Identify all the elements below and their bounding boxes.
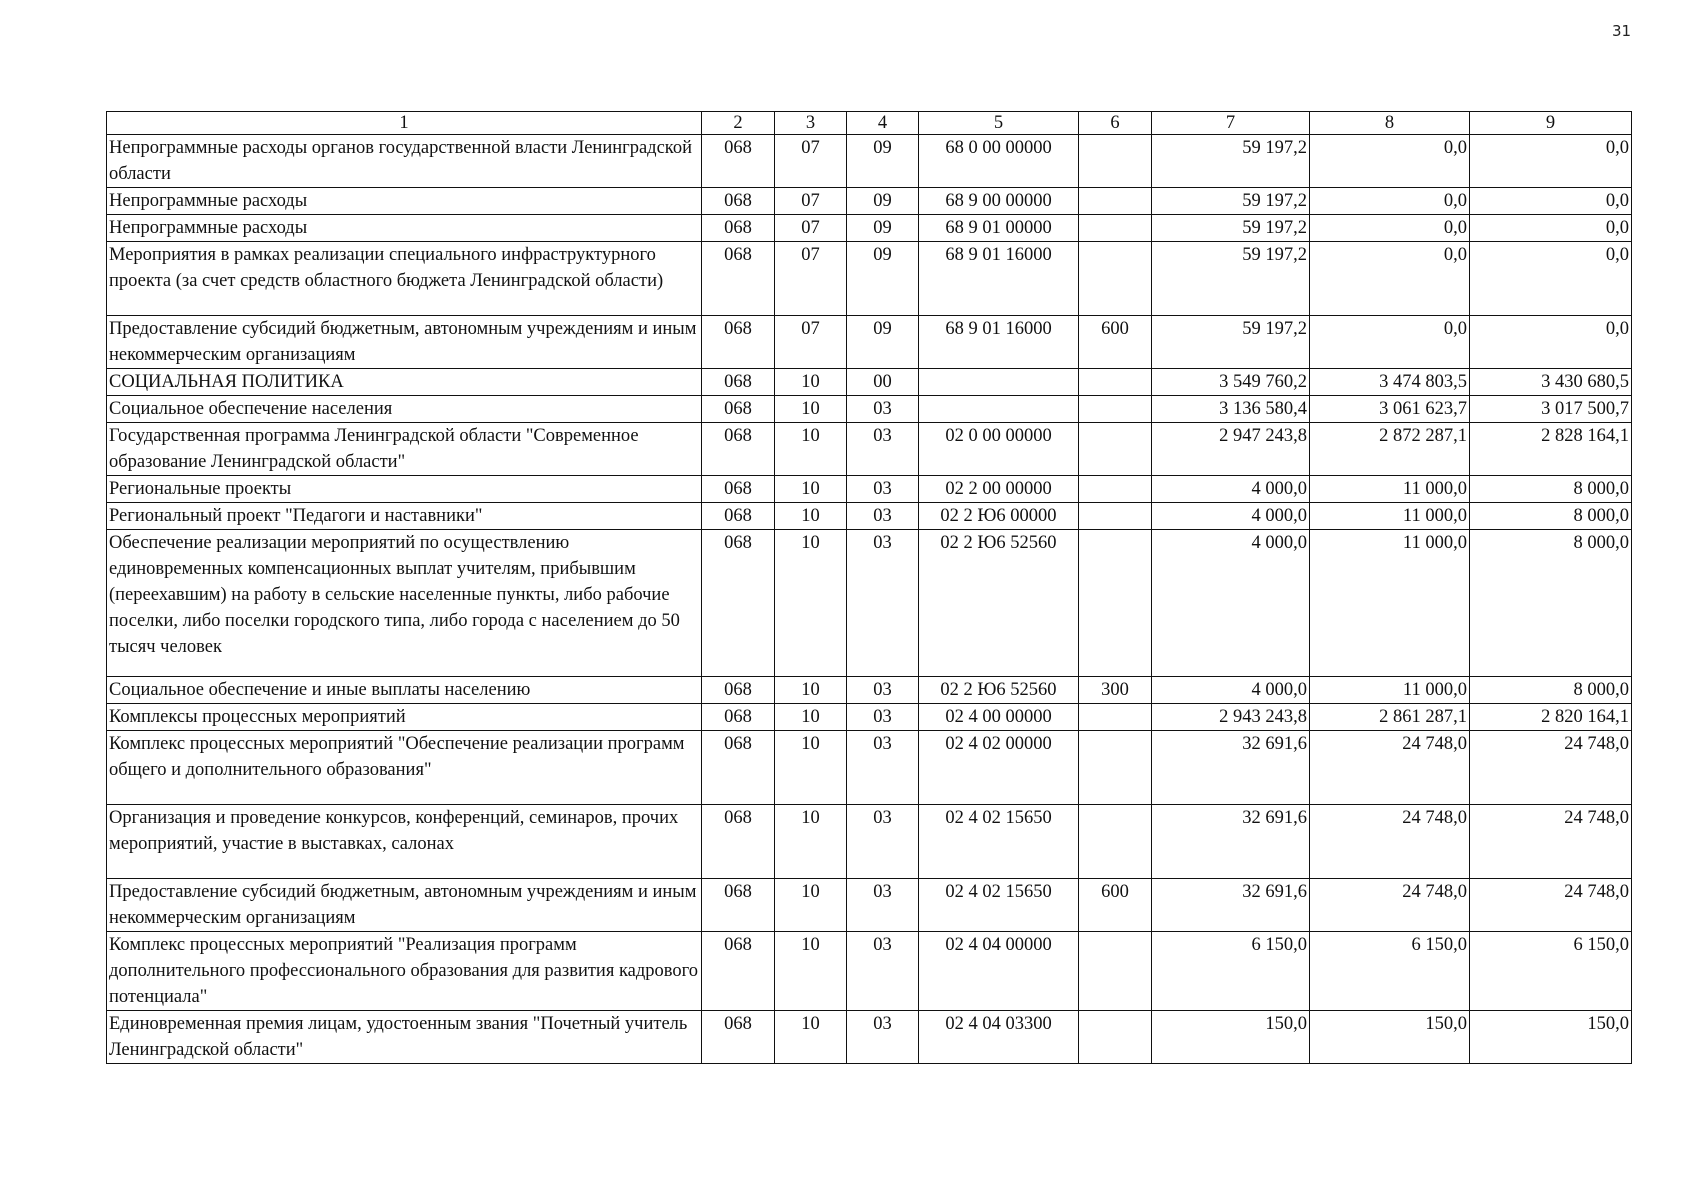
cell-col-4: 03: [847, 677, 919, 704]
cell-col-8: 11 000,0: [1310, 677, 1470, 704]
cell-col-4: 03: [847, 396, 919, 423]
cell-col-7: 4 000,0: [1152, 503, 1310, 530]
budget-table: [106, 111, 1632, 1064]
row-name: СОЦИАЛЬНАЯ ПОЛИТИКА: [107, 369, 702, 396]
table-row: [107, 879, 1632, 932]
cell-col-2: 068: [702, 369, 775, 396]
cell-col-6: [1079, 215, 1152, 242]
table-row: [107, 503, 1632, 530]
cell-col-9: 0,0: [1470, 316, 1632, 369]
cell-col-3: 10: [775, 396, 847, 423]
cell-col-3: 07: [775, 316, 847, 369]
cell-col-4: 03: [847, 805, 919, 879]
page-number: 31: [1612, 22, 1632, 40]
row-name: Непрограммные расходы: [107, 215, 702, 242]
cell-col-4: 03: [847, 530, 919, 677]
table-body: [107, 135, 1632, 1064]
cell-col-9: 24 748,0: [1470, 731, 1632, 805]
cell-col-8: 2 861 287,1: [1310, 704, 1470, 731]
cell-col-6: [1079, 476, 1152, 503]
cell-col-8: 6 150,0: [1310, 932, 1470, 1011]
cell-col-9: 0,0: [1470, 242, 1632, 316]
table-row: [107, 731, 1632, 805]
cell-col-9: 0,0: [1470, 135, 1632, 188]
table-row: [107, 476, 1632, 503]
cell-col-4: 03: [847, 503, 919, 530]
table-row: [107, 396, 1632, 423]
table-row: [107, 704, 1632, 731]
cell-col-3: 10: [775, 677, 847, 704]
cell-col-5: 68 9 00 00000: [919, 188, 1079, 215]
column-header: 8: [1310, 112, 1470, 135]
cell-col-5: 02 2 Ю6 52560: [919, 677, 1079, 704]
cell-col-9: 24 748,0: [1470, 879, 1632, 932]
cell-col-7: 4 000,0: [1152, 677, 1310, 704]
table-row: [107, 677, 1632, 704]
cell-col-6: [1079, 530, 1152, 677]
cell-col-5: 68 9 01 16000: [919, 316, 1079, 369]
cell-col-9: 2 820 164,1: [1470, 704, 1632, 731]
cell-col-6: [1079, 242, 1152, 316]
cell-col-9: 6 150,0: [1470, 932, 1632, 1011]
cell-col-5: 02 0 00 00000: [919, 423, 1079, 476]
cell-col-5: 02 2 00 00000: [919, 476, 1079, 503]
table-row: [107, 423, 1632, 476]
cell-col-6: [1079, 932, 1152, 1011]
cell-col-2: 068: [702, 677, 775, 704]
cell-col-7: 6 150,0: [1152, 932, 1310, 1011]
cell-col-7: 4 000,0: [1152, 530, 1310, 677]
cell-col-4: 03: [847, 879, 919, 932]
row-name: Предоставление субсидий бюджетным, автономным учреждениям и иным некоммерческим организациям: [107, 879, 702, 932]
cell-col-7: 3 549 760,2: [1152, 369, 1310, 396]
table-row: [107, 135, 1632, 188]
cell-col-7: 59 197,2: [1152, 135, 1310, 188]
cell-col-3: 10: [775, 731, 847, 805]
cell-col-3: 10: [775, 369, 847, 396]
table-row: [107, 369, 1632, 396]
table-row: [107, 316, 1632, 369]
cell-col-2: 068: [702, 731, 775, 805]
cell-col-6: [1079, 423, 1152, 476]
cell-col-9: 8 000,0: [1470, 530, 1632, 677]
cell-col-8: 2 872 287,1: [1310, 423, 1470, 476]
table-row: [107, 242, 1632, 316]
column-header: 2: [702, 112, 775, 135]
table-row: [107, 805, 1632, 879]
cell-col-3: 10: [775, 879, 847, 932]
cell-col-2: 068: [702, 805, 775, 879]
cell-col-7: 59 197,2: [1152, 215, 1310, 242]
cell-col-6: 600: [1079, 879, 1152, 932]
cell-col-2: 068: [702, 530, 775, 677]
cell-col-4: 03: [847, 1011, 919, 1064]
cell-col-6: [1079, 503, 1152, 530]
cell-col-2: 068: [702, 135, 775, 188]
cell-col-4: 03: [847, 423, 919, 476]
row-name: Государственная программа Ленинградской области "Современное образование Ленинградской области": [107, 423, 702, 476]
cell-col-8: 0,0: [1310, 135, 1470, 188]
row-name: Комплексы процессных мероприятий: [107, 704, 702, 731]
column-header: 4: [847, 112, 919, 135]
cell-col-9: 8 000,0: [1470, 503, 1632, 530]
cell-col-4: 03: [847, 476, 919, 503]
header-row: [107, 112, 1632, 135]
cell-col-3: 10: [775, 423, 847, 476]
cell-col-8: 0,0: [1310, 215, 1470, 242]
row-name: Обеспечение реализации мероприятий по осуществлению единовременных компенсационных выплат учителям, прибывшим (переехавшим) на работу в сельские населенные пункты, либо рабочие поселки, либо поселки городского типа, либо города с населением до 50 тысяч человек: [107, 530, 702, 677]
row-name: Мероприятия в рамках реализации специального инфраструктурного проекта (за счет средств областного бюджета Ленинградской области): [107, 242, 702, 316]
column-header: 5: [919, 112, 1079, 135]
cell-col-6: [1079, 396, 1152, 423]
cell-col-6: [1079, 704, 1152, 731]
table-row: [107, 932, 1632, 1011]
cell-col-9: 24 748,0: [1470, 805, 1632, 879]
cell-col-7: 32 691,6: [1152, 879, 1310, 932]
cell-col-2: 068: [702, 704, 775, 731]
cell-col-3: 10: [775, 704, 847, 731]
cell-col-9: 3 430 680,5: [1470, 369, 1632, 396]
table-row: [107, 530, 1632, 677]
cell-col-4: 09: [847, 242, 919, 316]
cell-col-3: 10: [775, 1011, 847, 1064]
row-name: Региональный проект "Педагоги и наставники": [107, 503, 702, 530]
cell-col-2: 068: [702, 1011, 775, 1064]
cell-col-4: 09: [847, 135, 919, 188]
cell-col-9: 2 828 164,1: [1470, 423, 1632, 476]
cell-col-9: 150,0: [1470, 1011, 1632, 1064]
cell-col-8: 11 000,0: [1310, 476, 1470, 503]
cell-col-7: 59 197,2: [1152, 316, 1310, 369]
table-row: [107, 1011, 1632, 1064]
cell-col-6: 300: [1079, 677, 1152, 704]
cell-col-9: 8 000,0: [1470, 677, 1632, 704]
cell-col-6: [1079, 188, 1152, 215]
cell-col-2: 068: [702, 215, 775, 242]
cell-col-8: 24 748,0: [1310, 805, 1470, 879]
cell-col-7: 32 691,6: [1152, 731, 1310, 805]
column-header: 1: [107, 112, 702, 135]
cell-col-8: 3 061 623,7: [1310, 396, 1470, 423]
cell-col-7: 2 947 243,8: [1152, 423, 1310, 476]
cell-col-9: 0,0: [1470, 215, 1632, 242]
cell-col-5: 02 4 02 15650: [919, 879, 1079, 932]
cell-col-4: 09: [847, 188, 919, 215]
table-row: [107, 188, 1632, 215]
cell-col-2: 068: [702, 932, 775, 1011]
cell-col-6: [1079, 369, 1152, 396]
cell-col-3: 07: [775, 215, 847, 242]
cell-col-7: 2 943 243,8: [1152, 704, 1310, 731]
column-header: 9: [1470, 112, 1632, 135]
cell-col-2: 068: [702, 396, 775, 423]
cell-col-9: 8 000,0: [1470, 476, 1632, 503]
cell-col-8: 0,0: [1310, 188, 1470, 215]
cell-col-2: 068: [702, 423, 775, 476]
cell-col-7: 150,0: [1152, 1011, 1310, 1064]
row-name: Единовременная премия лицам, удостоенным звания "Почетный учитель Ленинградской области": [107, 1011, 702, 1064]
column-header: 3: [775, 112, 847, 135]
cell-col-5: [919, 369, 1079, 396]
row-name: Организация и проведение конкурсов, конференций, семинаров, прочих мероприятий, участие в выставках, салонах: [107, 805, 702, 879]
row-name: Комплекс процессных мероприятий "Реализация программ дополнительного профессионального образования для развития кадрового потенциала": [107, 932, 702, 1011]
cell-col-2: 068: [702, 242, 775, 316]
cell-col-5: 02 4 02 00000: [919, 731, 1079, 805]
cell-col-8: 11 000,0: [1310, 530, 1470, 677]
cell-col-9: 0,0: [1470, 188, 1632, 215]
cell-col-2: 068: [702, 316, 775, 369]
cell-col-7: 4 000,0: [1152, 476, 1310, 503]
cell-col-4: 03: [847, 704, 919, 731]
cell-col-7: 59 197,2: [1152, 242, 1310, 316]
cell-col-6: [1079, 1011, 1152, 1064]
cell-col-5: 02 4 04 03300: [919, 1011, 1079, 1064]
cell-col-4: 00: [847, 369, 919, 396]
cell-col-6: [1079, 805, 1152, 879]
cell-col-8: 0,0: [1310, 316, 1470, 369]
cell-col-3: 10: [775, 530, 847, 677]
cell-col-8: 3 474 803,5: [1310, 369, 1470, 396]
cell-col-4: 03: [847, 932, 919, 1011]
cell-col-6: [1079, 135, 1152, 188]
cell-col-2: 068: [702, 476, 775, 503]
cell-col-2: 068: [702, 879, 775, 932]
cell-col-8: 24 748,0: [1310, 731, 1470, 805]
row-name: Непрограммные расходы органов государственной власти Ленинградской области: [107, 135, 702, 188]
cell-col-7: 32 691,6: [1152, 805, 1310, 879]
cell-col-3: 10: [775, 932, 847, 1011]
cell-col-5: 02 4 04 00000: [919, 932, 1079, 1011]
cell-col-5: [919, 396, 1079, 423]
cell-col-5: 68 9 01 00000: [919, 215, 1079, 242]
cell-col-5: 02 2 Ю6 52560: [919, 530, 1079, 677]
cell-col-3: 10: [775, 503, 847, 530]
table-row: [107, 215, 1632, 242]
row-name: Региональные проекты: [107, 476, 702, 503]
cell-col-3: 10: [775, 805, 847, 879]
cell-col-3: 07: [775, 242, 847, 316]
row-name: Социальное обеспечение населения: [107, 396, 702, 423]
cell-col-2: 068: [702, 188, 775, 215]
row-name: Комплекс процессных мероприятий "Обеспечение реализации программ общего и дополнительного образования": [107, 731, 702, 805]
cell-col-8: 150,0: [1310, 1011, 1470, 1064]
cell-col-8: 24 748,0: [1310, 879, 1470, 932]
cell-col-5: 02 2 Ю6 00000: [919, 503, 1079, 530]
cell-col-7: 3 136 580,4: [1152, 396, 1310, 423]
cell-col-2: 068: [702, 503, 775, 530]
cell-col-8: 11 000,0: [1310, 503, 1470, 530]
cell-col-5: 68 0 00 00000: [919, 135, 1079, 188]
row-name: Социальное обеспечение и иные выплаты населению: [107, 677, 702, 704]
column-header: 6: [1079, 112, 1152, 135]
cell-col-5: 02 4 00 00000: [919, 704, 1079, 731]
cell-col-8: 0,0: [1310, 242, 1470, 316]
cell-col-6: 600: [1079, 316, 1152, 369]
cell-col-4: 09: [847, 316, 919, 369]
row-name: Непрограммные расходы: [107, 188, 702, 215]
cell-col-4: 03: [847, 731, 919, 805]
cell-col-9: 3 017 500,7: [1470, 396, 1632, 423]
cell-col-4: 09: [847, 215, 919, 242]
cell-col-6: [1079, 731, 1152, 805]
row-name: Предоставление субсидий бюджетным, автономным учреждениям и иным некоммерческим организациям: [107, 316, 702, 369]
cell-col-3: 07: [775, 135, 847, 188]
cell-col-3: 07: [775, 188, 847, 215]
column-header: 7: [1152, 112, 1310, 135]
cell-col-5: 68 9 01 16000: [919, 242, 1079, 316]
cell-col-7: 59 197,2: [1152, 188, 1310, 215]
cell-col-3: 10: [775, 476, 847, 503]
cell-col-5: 02 4 02 15650: [919, 805, 1079, 879]
